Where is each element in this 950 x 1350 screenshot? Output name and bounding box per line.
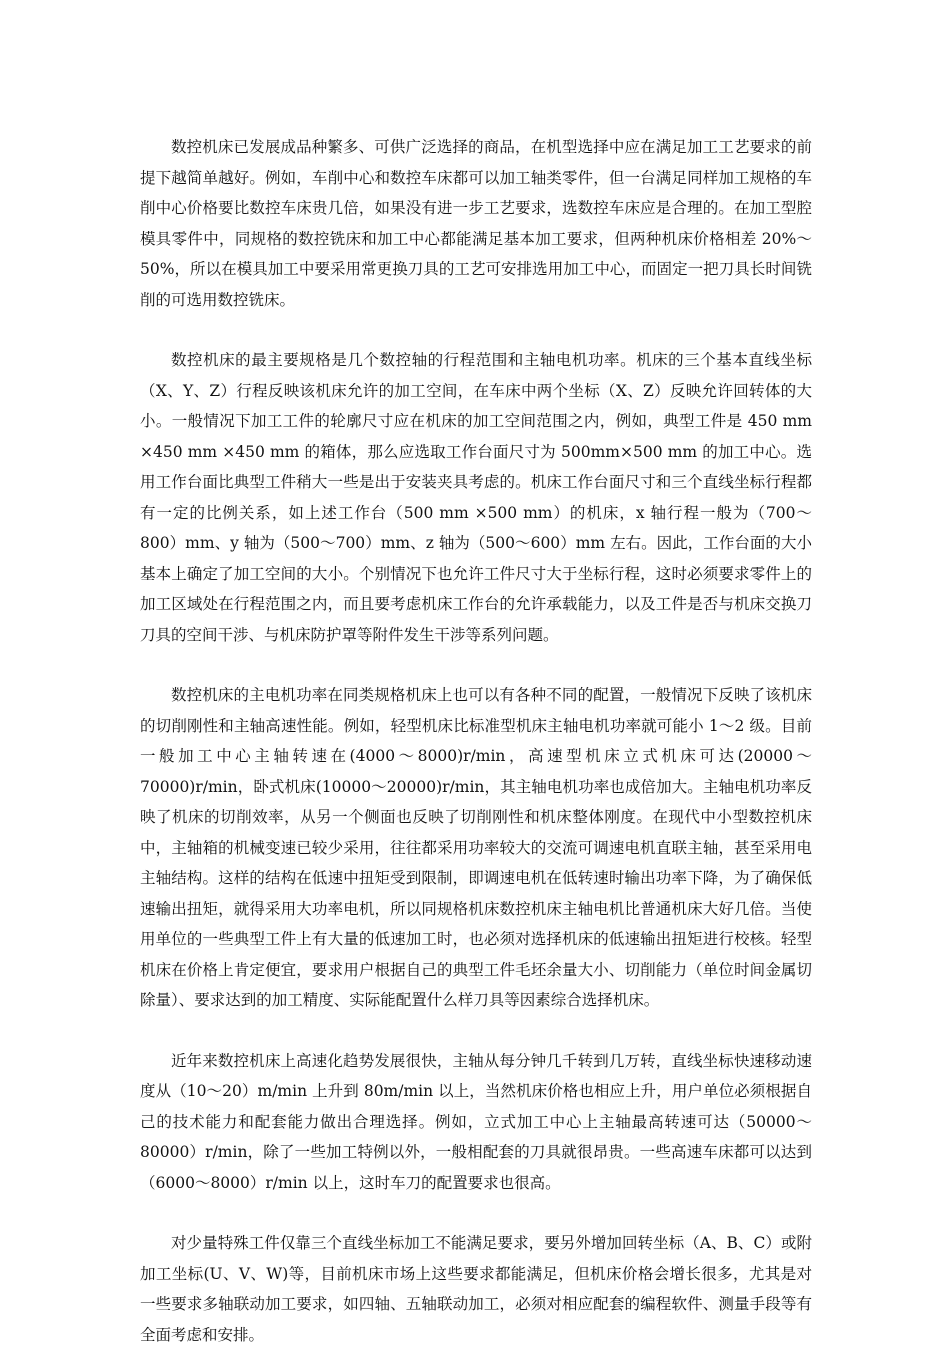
document-body <box>140 132 812 1350</box>
paragraph-1: 数控机床已发展成品种繁多、可供广泛选择的商品，在机型选择中应在满足加工工艺要求的前提下越简单越好。例如，车削中心和数控车床都可以加工轴类零件，但一台满足同样加工规格的车削中心价格要比数控车床贵几倍，如果没有进一步工艺要求，选数控车床应是合理的。在加工型腔模具零件中，同规格的数控铣床和加工中心都能满足基本加工要求，但两种机床价格相差 20%～50%，所以在模具加工中要采用常更换刀具的工艺可安排选用加工中心，而固定一把刀具长时间铣削的可选用数控铣床。 <box>140 138 812 309</box>
paragraph-2: 数控机床的最主要规格是几个数控轴的行程范围和主轴电机功率。机床的三个基本直线坐标（X、Y、Z）行程反映该机床允许的加工空间，在车床中两个坐标（X、Z）反映允许回转体的大小。一般情况下加工工件的轮廓尺寸应在机床的加工空间范围之内，例如，典型工件是 450 mm ×450 mm ×450 mm 的箱体，那么应选取工作台面尺寸为 500mm×500 mm 的加工中心。选用工作台面比典型工件稍大一些是出于安装夹具考虑的。机床工作台面尺寸和三个直线坐标行程都有一定的比例关系，如上述工作台（500 mm ×500 mm）的机床，x 轴行程一般为（700～800）mm、y 轴为（500～700）mm、z 轴为（500～600）mm 左右。因此，工作台面的大小基本上确定了加工空间的大小。个别情况下也允许工件尺寸大于坐标行程，这时必须要求零件上的加工区域处在行程范围之内，而且要考虑机床工作台的允许承载能力，以及工件是否与机床交换刀刀具的空间干涉、与机床防护罩等附件发生干涉等系列问题。 <box>140 351 812 644</box>
paragraph-3: 数控机床的主电机功率在同类规格机床上也可以有各种不同的配置，一般情况下反映了该机床的切削刚性和主轴高速性能。例如，轻型机床比标准型机床主轴电机功率就可能小 1～2 级。目前一般加工中心主轴转速在(4000～8000)r/min，高速型机床立式机床可达(20000～70000)r/min，卧式机床(10000～20000)r/min，其主轴电机功率也成倍加大。主轴电机功率反映了机床的切削效率，从另一个侧面也反映了切削刚性和机床整体刚度。在现代中小型数控机床中，主轴箱的机械变速已较少采用，往往都采用功率较大的交流可调速电机直联主轴，甚至采用电主轴结构。这样的结构在低速中扭矩受到限制，即调速电机在低转速时输出功率下降，为了确保低速输出扭矩，就得采用大功率电机，所以同规格机床数控机床主轴电机比普通机床大好几倍。当使用单位的一些典型工件上有大量的低速加工时，也必须对选择机床的低速输出扭矩进行校核。轻型机床在价格上肯定便宜，要求用户根据自己的典型工件毛坯余量大小、切削能力（单位时间金属切除量）、要求达到的加工精度、实际能配置什么样刀具等因素综合选择机床。 <box>140 686 812 1009</box>
paragraph-5: 对少量特殊工件仅靠三个直线坐标加工不能满足要求，要另外增加回转坐标（A、B、C）或附加工坐标(U、V、W)等，目前机床市场上这些要求都能满足，但机床价格会增长很多，尤其是对一些要求多轴联动加工要求，如四轴、五轴联动加工，必须对相应配套的编程软件、测量手段等有全面考虑和安排。 <box>140 1234 812 1344</box>
paragraph-4: 近年来数控机床上高速化趋势发展很快，主轴从每分钟几千转到几万转，直线坐标快速移动速度从（10～20）m/min 上升到 80m/min 以上，当然机床价格也相应上升，用户单位必须根据自己的技术能力和配套能力做出合理选择。例如，立式加工中心上主轴最高转速可达（50000～80000）r/min，除了一些加工特例以外，一般相配套的刀具就很昂贵。一些高速车床都可以达到（6000～8000）r/min 以上，这时车刀的配置要求也很高。 <box>140 1051 812 1192</box>
